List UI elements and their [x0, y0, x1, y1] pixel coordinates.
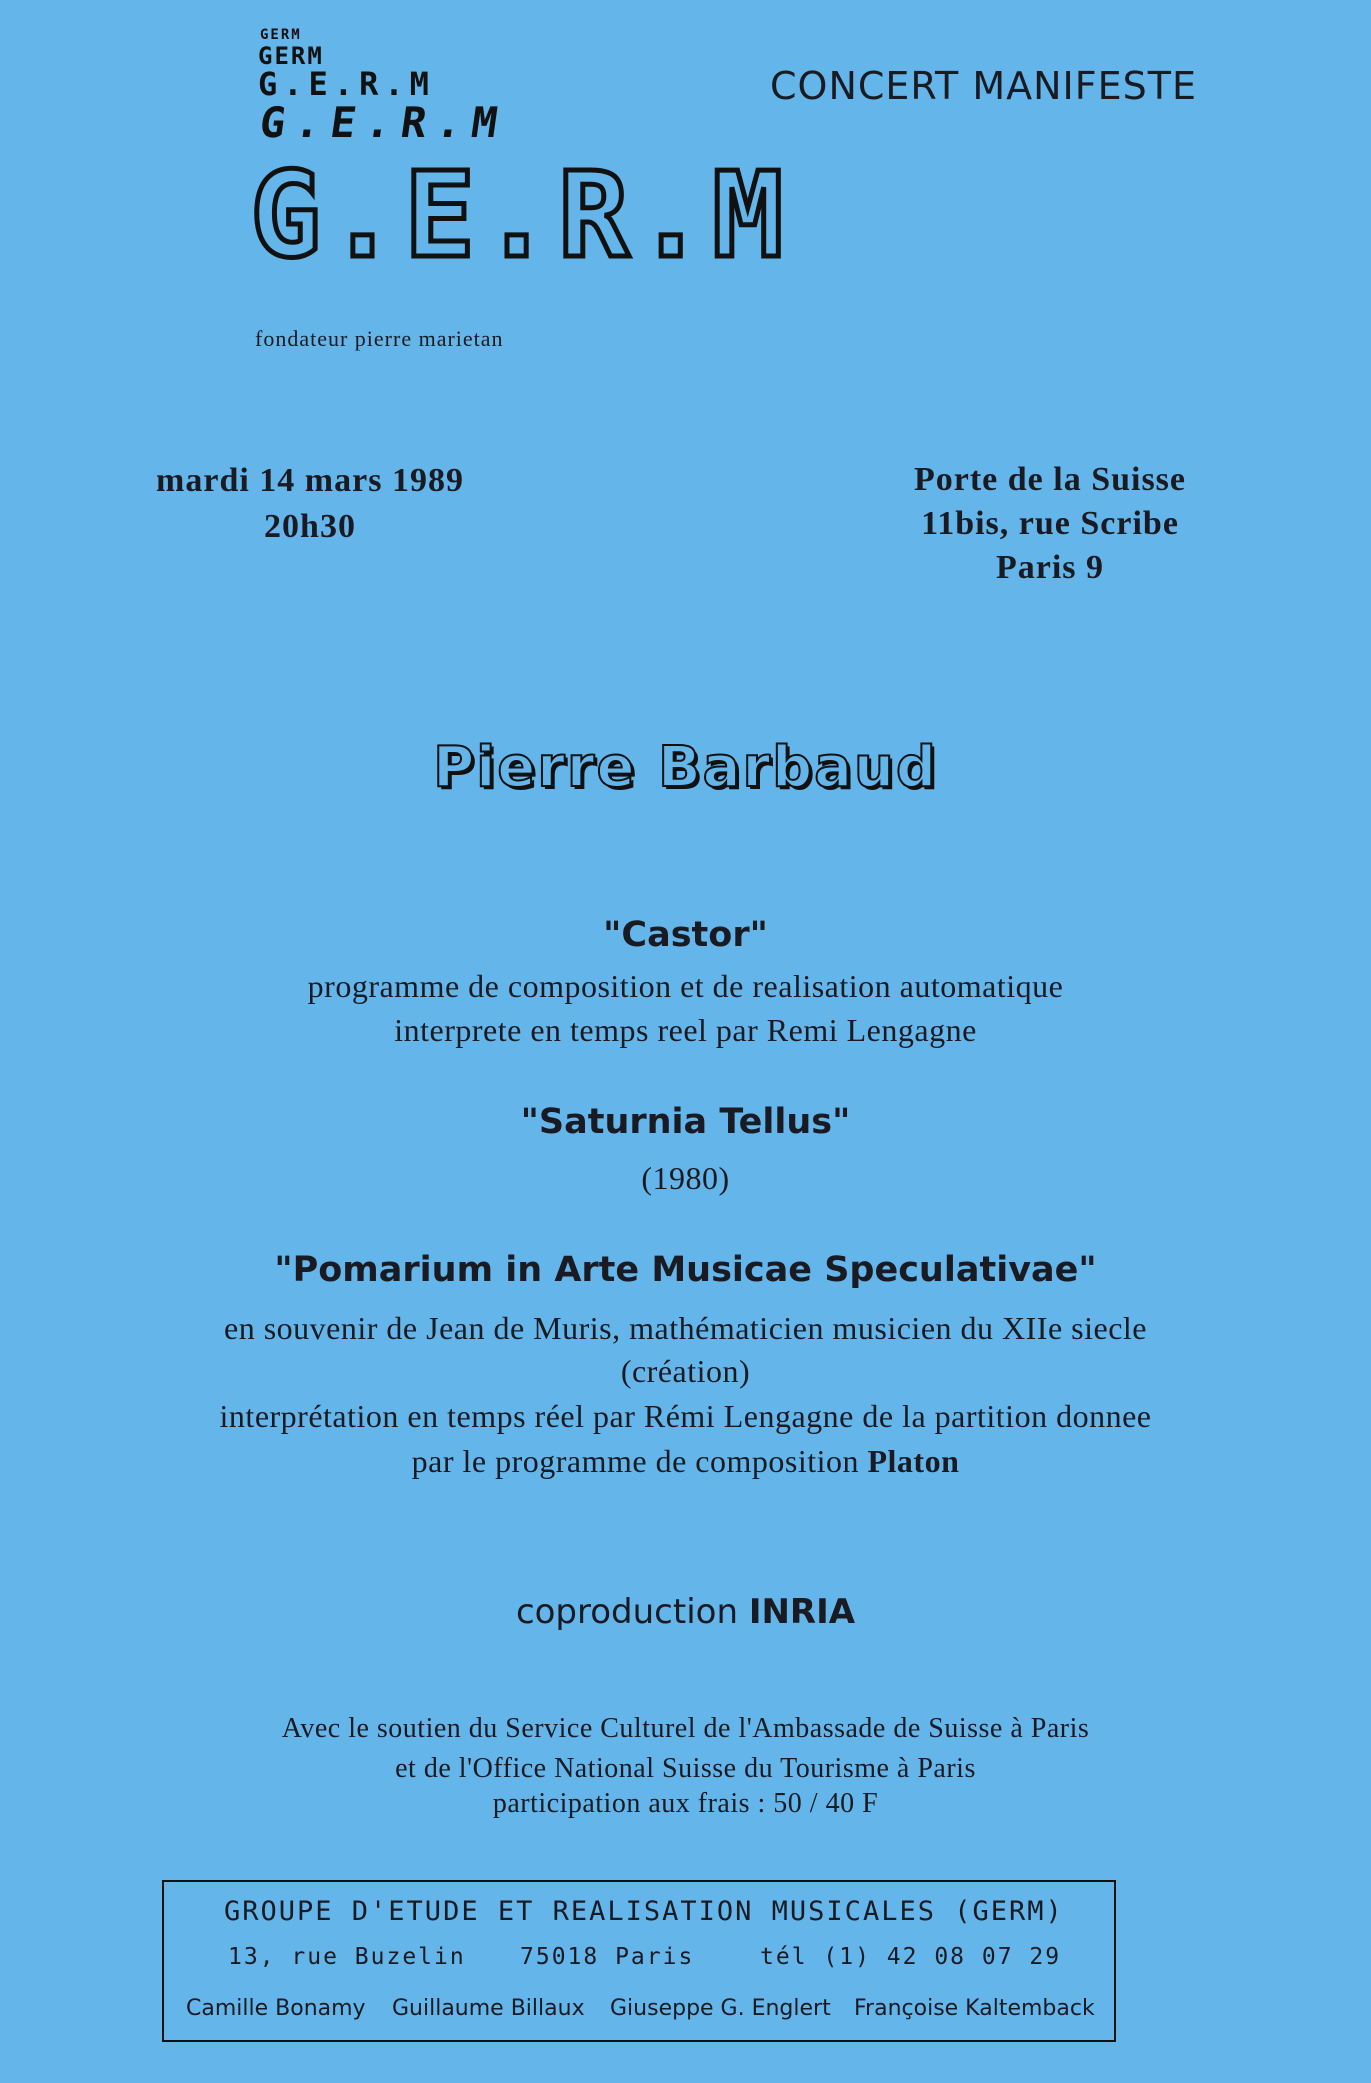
logo-line-2: GERM [258, 42, 324, 70]
support-line: Avec le soutien du Service Culturel de l'Ambassade de Suisse à Paris [281, 1713, 1090, 1744]
venue-street: 11bis, rue Scribe [921, 505, 1179, 542]
composer-name: Pierre Barbaud [433, 735, 938, 800]
logo-line-3: G.E.R.M [258, 65, 435, 103]
work-description-line: interprete en temps reel par Remi Lengagne [394, 1012, 977, 1048]
program-name-platon: Platon [867, 1443, 960, 1479]
germ-logo [250, 27, 790, 284]
support-line: et de l'Office National Suisse du Tourisme à Paris [395, 1753, 976, 1784]
logo-main: G.E.R.M [250, 146, 790, 284]
work-description-line: (création) [620, 1353, 751, 1389]
date-block [80, 458, 540, 550]
coproduction-line [0, 1592, 1371, 1632]
member-name: Guillaume Billaux [392, 1996, 585, 2021]
work-title-saturnia-tellus: "Saturnia Tellus" [520, 1102, 851, 1142]
event-date: mardi 14 mars 1989 [156, 462, 464, 499]
footer-phone: tél (1) 42 08 07 29 [760, 1944, 1062, 1970]
member-name: Camille Bonamy [186, 1996, 366, 2021]
work-title-castor: "Castor" [603, 915, 768, 955]
footer-city: 75018 Paris [520, 1944, 695, 1970]
footer-box [162, 1880, 1116, 2042]
coproduction-partner: INRIA [748, 1592, 856, 1632]
logo-line-4: G.E.R.M [256, 98, 511, 147]
event-time: 20h30 [264, 508, 356, 545]
work-year: (1980) [641, 1160, 730, 1196]
work-description-line: en souvenir de Jean de Muris, mathématicien musicien du XIIe siecle [224, 1310, 1147, 1346]
organization-name: GROUPE D'ETUDE ET REALISATION MUSICALES (GERM) [224, 1896, 1064, 1927]
venue-block [860, 458, 1240, 590]
work-description-text: par le programme de composition [411, 1443, 859, 1479]
founder-line: fondateur pierre marietan [255, 326, 504, 351]
coproduction-label: coproduction [515, 1592, 738, 1632]
member-name: Françoise Kaltemback [854, 1996, 1095, 2021]
member-name: Giuseppe G. Englert [610, 1996, 831, 2021]
venue-name: Porte de la Suisse [913, 461, 1187, 498]
work-description-line: interprétation en temps réel par Rémi Lengagne de la partition donnee [219, 1398, 1152, 1434]
footer-street: 13, rue Buzelin [228, 1944, 466, 1970]
participation-fee: participation aux frais : 50 / 40 F [492, 1788, 879, 1819]
concert-title: CONCERT MANIFESTE [770, 64, 1197, 108]
work-description-line: programme de composition et de realisation automatique [307, 968, 1064, 1004]
work-description-last-line [0, 1443, 1371, 1480]
logo-line-1: GERM [260, 27, 302, 43]
work-title-pomarium: "Pomarium in Arte Musicae Speculativae" [274, 1250, 1097, 1290]
venue-city: Paris 9 [995, 549, 1105, 586]
